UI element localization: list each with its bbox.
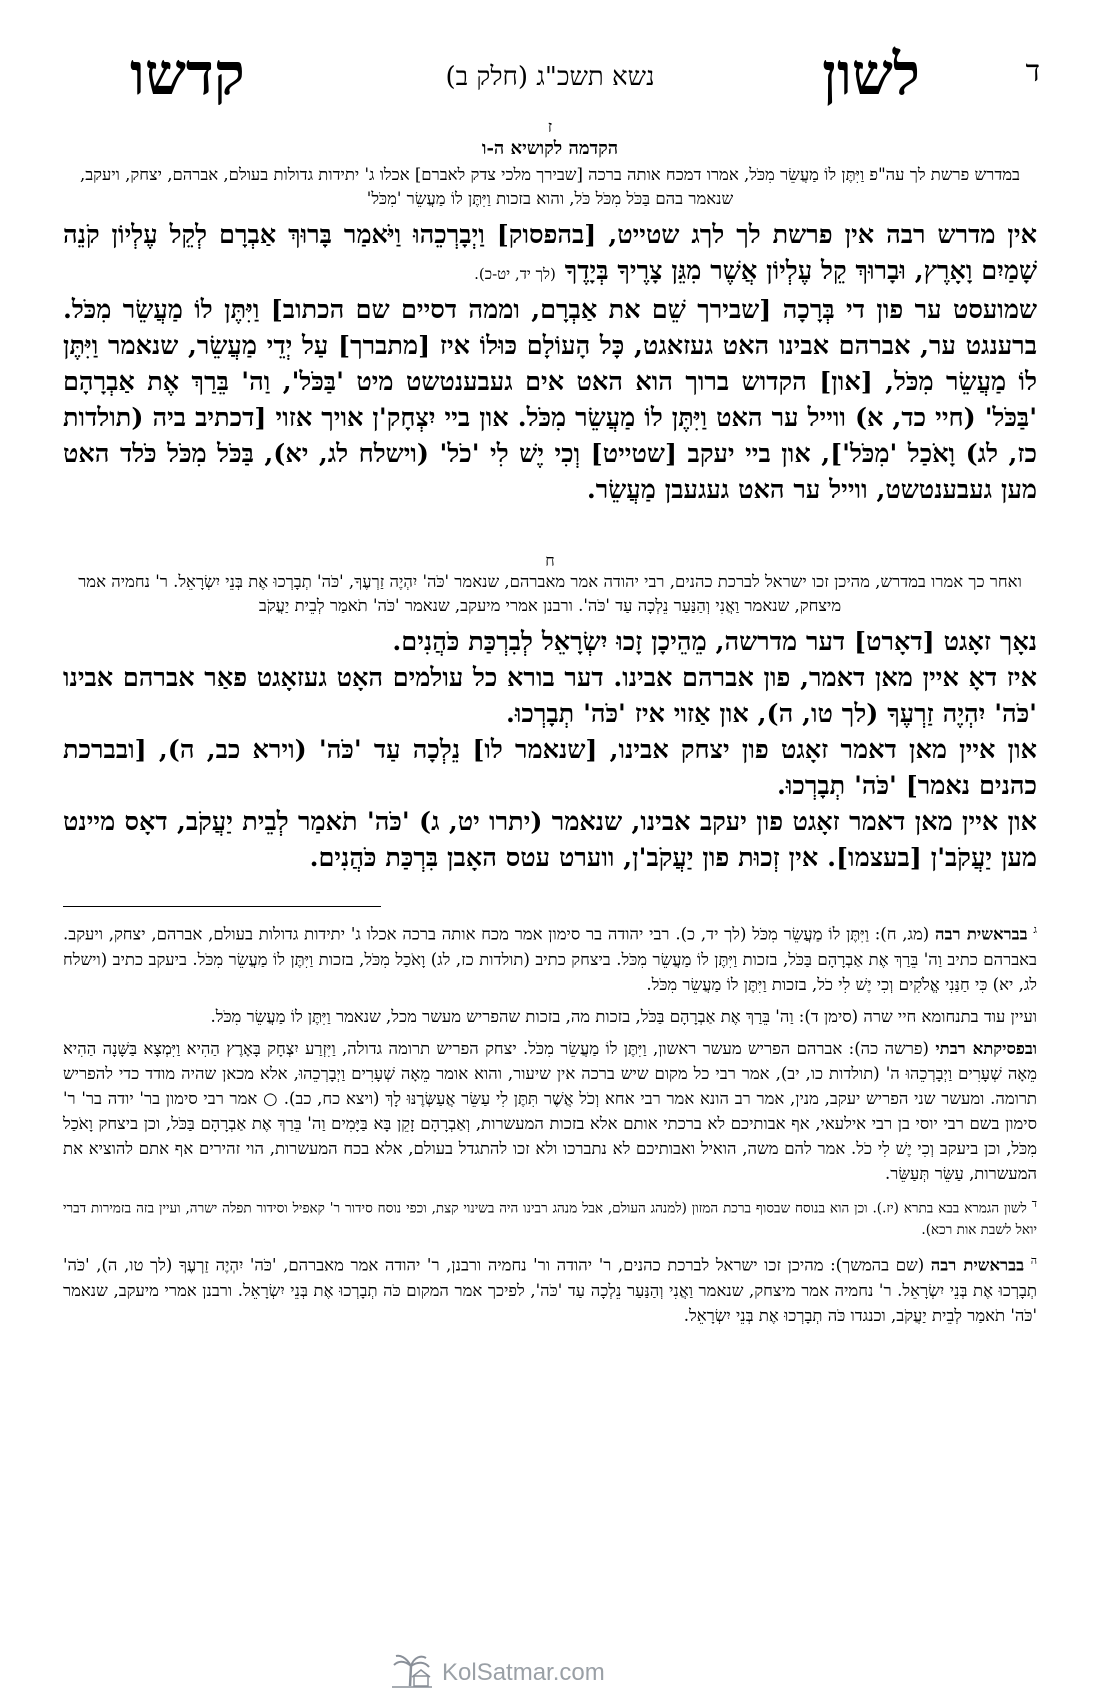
palm-tree-house-icon xyxy=(390,1652,434,1694)
footnote xyxy=(63,1036,1037,1186)
main-paragraph: איז דאָ איין מאן דאמר, פון אברהם אבינו. דער בורא כל עולמים האָט געזאָגט פאַר אברהם אבינו 'כֹּה' יִהְיֶה זַרְעֶךָ (לך טו, ה), און אַזוי איז 'כֹּה' תְבָרְכוּ. xyxy=(63,663,1037,729)
section-number: ז xyxy=(547,117,553,136)
section-intro: במדרש פרשת לך עה"פ וַיִּתֶּן לוֹ מַעֲשֵׂר מִכֹּל, אמרו דמכח אותה ברכה [שבירך מלכי צדק לאברם] אכלו ג' יתידות גדולות בעולם, אברהם, יצחק, ויעקב, שנאמר בהם בַּכֹּל מִכֹּל כֹּל, והוא בזכות וַיִּתֶּן לוֹ מַעֲשֵׂר 'מִכֹּל' xyxy=(79,165,1021,208)
footnote-marker: ג xyxy=(1033,923,1037,936)
section-number: ח xyxy=(545,551,555,570)
source-citation: (לך יד, יט-כ). xyxy=(474,265,556,283)
main-paragraph xyxy=(63,217,1037,292)
paragraph-text: אין מדרש רבה אין פרשת לך לךג שטייט, [בהפסוק] וַיְבָרְכֵהוּ וַיֹּאמַר בָּרוּךְ אַבְרָם לְקֵל עֶלְיוֹן קֹנֵה שָׁמַיִם וָאָרֶץ, וּבָרוּךְ קֵל עֶלְיוֹן אֲשֶׁר מִגֵּן צָרֶיךָ בְּיָדֶךָ xyxy=(63,220,1037,286)
footnote xyxy=(63,1193,1037,1242)
footnote-lead: ובפסיקתא רבתי xyxy=(935,1038,1038,1058)
book-title-right: לשון xyxy=(822,40,920,108)
watermark-text: KolSatmar.com xyxy=(442,1659,605,1686)
footnote xyxy=(63,1248,1037,1328)
footnote xyxy=(63,917,1037,997)
section-title: הקדמה לקושיא ה-ו xyxy=(481,138,619,159)
page-number: ד xyxy=(1025,54,1040,89)
page-body xyxy=(63,118,1037,1335)
footnote-text: (שם בהמשך): מהיכן זכו ישראל לברכת כהנים, ר' יהודה ור' נחמיה ורבנן, ר' יהודה אמר מאברהם, 'כֹּה' יִהְיֶה זַרְעֶךָ (לך טו, ה), 'כֹּה' תְבָרְכוּ אֶת בְּנֵי יִשְׂרָאֵל. ר' נחמיה אמר מיצחק, שנאמר וַאֲנִי וְהַנַּעַר נֵלְכָה עַד 'כֹּה', לפיכך אמר המקום כֹּה תְבָרְכוּ אֶת בְּנֵי יִשְׂרָאֵל. ורבנן אמרי מיעקב, שנאמר 'כֹּה' תֹאמַר לְבֵית יַעֲקֹב, וכנגדו כֹּה תְבָרְכוּ אֶת בְּנֵי יִשְׂרָאֵל. xyxy=(63,1255,1037,1325)
footnote-lead: בבראשית רבה xyxy=(935,924,1028,944)
footnote-marker: ד xyxy=(1031,1196,1037,1210)
main-paragraph: און איין מאן דאמר זאָגט פון יעקב אבינו, שנאמר (יתרו יט, ג) 'כֹּה' תֹאמַר לְבֵית יַעֲקֹב, דאָס מיינט מען יַעֲקֹב'ן [בעצמו]. אין זְכוּת פון יַעֲקֹב'ן, ווערט עטס האָבן בִּרְכַּת כֹּהֲנִים. xyxy=(63,807,1037,873)
main-paragraph: און איין מאן דאמר זאָגט פון יצחק אבינו, [שנאמר לו] נֵלְכָה עַד 'כֹּה' (וירא כב, ה), [ובברכת כהנים נאמר] 'כֹּה' תְבָרְכוּ. xyxy=(63,735,1037,801)
footnote-text: לשון הגמרא בבא בתרא (יז.). וכן הוא בנוסח שבסוף ברכת המזון (למנהג העולם, אבל מנהג רבינו היה בשינוי קצת, וכפי נוסח סידור ר' קאפיל וסידור תפלה ישרה, ועיין בזה בזמירות דברי יואל לשבת אות רכא). xyxy=(63,1200,1037,1238)
main-paragraph: שמועסט ער פון די בְּרָכָה [שבירך שֵׁם את אַבְרָם, וממה דסיים שם הכתוב] וַיִּתֶּן לוֹ מַעֲשֵׂר מִכֹּל. ברענגט ער, אברהם אבינו האט געזאגט, כָּל הָעוֹלָם כּוּלוֹ איז [מתברך] עַל יְדֵי מַעֲשֵׂר, שנאמר וַיִּתֶּן לוֹ מַעֲשֵׂר מִכֹּל, [און] הקדוש ברוך הוא האט אים געבענטשט מיט 'בַּכֹּל', וַה' בֵּרַךְ אֶת אַבְרָהָם 'בַּכֹּל' (חיי כד, א) ווייל ער האט וַיִּתֶּן לוֹ מַעֲשֵׂר מִכֹּל. און ביי יִצְחָק'ן אויך אזוי [דכתיב ביה (תולדות כז, לג) וָאֹכַל 'מִכֹּל'], און ביי יעקב [שטייט] וְכִי יֶשׁ לִי 'כֹל' (וישלח לג, יא), בַּכֹּל מִכֹּל כֹּלד האט מען געבענטשט, ווייל ער האט געגעבן מַעֲשֵׂר. xyxy=(63,295,1037,505)
section-intro: ואחר כך אמרו במדרש, מהיכן זכו ישראל לברכת כהנים, רבי יהודה אמר מאברהם, שנאמר 'כֹּה' יִהְיֶה זַרְעֶךָ, 'כֹּה' תְבָרְכוּ אֶת בְּנֵי יִשְׂרָאֵל. ר' נחמיה אמר מיצחק, שנאמר וַאֲנִי וְהַנַּעַר נֵלְכָה עַד 'כֹּה'. ורבנן אמרי מיעקב, שנאמר 'כֹּה' תֹאמַר לְבֵית יַעֲקֹב xyxy=(78,572,1022,615)
main-paragraph: נאָך זאָגט [דאָרט] דער מדרשה, מֵהֵיכָן זָכוּ יִשְׂרָאֵל לְבִרְכַּת כֹּהֲנִים. xyxy=(392,627,1037,657)
parsha-subtitle: נשא תשכ"ג (חלק ב) xyxy=(445,62,655,92)
footnote-marker: ה xyxy=(1030,1254,1038,1267)
footnote-text: (מג, ח): וַיִּתֶּן לוֹ מַעֲשֵׂר מִכֹּל (לך יד, כ). רבי יהודה בר סימון אמר מכח אותה ברכה אכלו ג' יתידות גדולות בעולם, אברהם, יצחק, ויעקב. באברהם כתיב וַה' בֵּרַךְ אֶת אַבְרָהָם בַּכֹּל, בזכות וַיִּתֶּן לוֹ מַעֲשֵׂר מִכֹּל. ביצחק כתיב (תולדות כז, לג) וָאֹכַל מִכֹּל, בזכות וַיִּתֶּן לוֹ מַעֲשֵׂר מִכֹּל. ביעקב כתיב (וישלח לג, יא) כִּי חַנַּנִי אֱלֹקִים וְכִי יֶשׁ לִי כֹל, בזכות וַיִּתֶּן לוֹ מַעֲשֵׂר מִכֹּל. xyxy=(63,924,1037,994)
footnote-lead: בבראשית רבה xyxy=(930,1255,1025,1275)
footnote: ועיין עוד בתנחומא חיי שרה (סימן ד): וַה' בֵּרַךְ אֶת אַבְרָהָם בַּכֹּל, בזכות מה, בזכות שהפריש מעשר מכל, שנאמר וַיִּתֶּן לוֹ מַעֲשֵׂר מִכֹּל. xyxy=(210,1006,1037,1026)
footnote-divider xyxy=(63,906,381,907)
footnote-text: (פרשה כה): אברהם הפריש מעשר ראשון, וַיִּתֶּן לוֹ מַעֲשֵׂר מִכֹּל. יצחק הפריש תרומה גדולה, וַיִּזְרַע יִצְחָק בָּאָרֶץ הַהִיא וַיִּמְצָא בַּשָּׁנָה הַהִיא מֵאָה שְׁעָרִים וַיְבָרְכֵהוּ ה' (תולדות כו, יב), אמר רבי כל מקום שיש ברכה אין שיעור, והוא אומר מֵאָה שְׁעָרִים וַיְבָרְכֵהוּ, אלא מכאן שהיה מודד כדי להפריש תרומה. ומעשר שני הפריש יעקב, מנין, אמר רב הונא אמר רבי אחא וְכֹל אֲשֶׁר תִּתֶּן לִי עַשֵּׂר אֲעַשְּׂרֶנּוּ לָךְ (ויצא כח, כב). ○ אמר רבי סימון בר' יודה בר' ר' סימון בשם רבי יוסי בן רבי אילעאי, אף אבותיכם לא ברכתי אותם אלא בזכות המעשרות, וְאַבְרָהָם זָקֵן בָּא בַּיָּמִים וַה' בֵּרַךְ אֶת אַבְרָהָם בַּכֹּל, וכן ביצחק וָאֹכַל מִכֹּל, וכן ביעקב וְכִי יֶשׁ לִי כֹל. אמר להם משה, הואיל ואבותיכם לא נתברכו ולא זכו להתגדל בעולם, אלא בכח המעשרות, הוי זהירים אף אתם להוציא את המעשרות, עַשֵּׂר תְּעַשֵּׂר. xyxy=(63,1038,1037,1183)
watermark xyxy=(390,1652,605,1694)
book-title-left: קדשו xyxy=(130,40,245,108)
page-header xyxy=(60,40,1040,110)
